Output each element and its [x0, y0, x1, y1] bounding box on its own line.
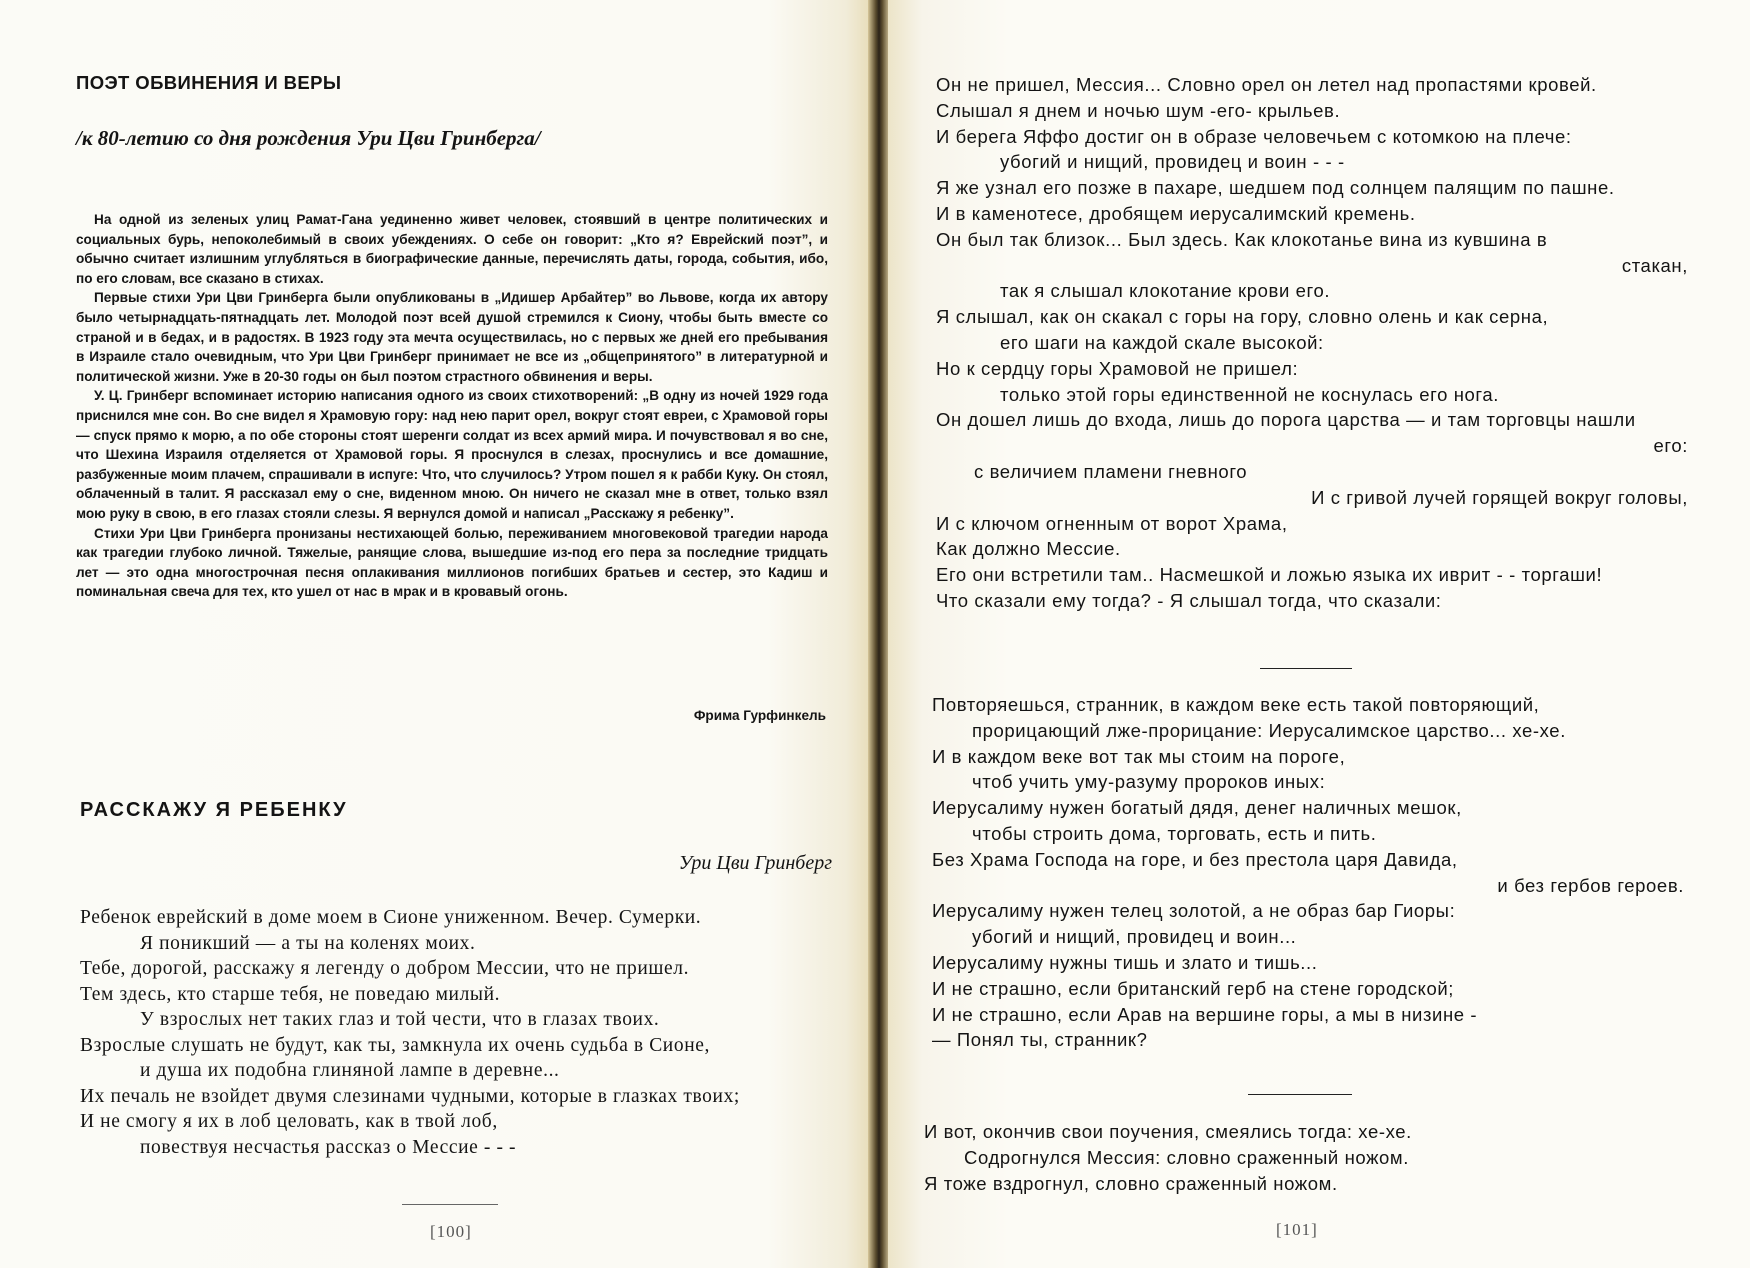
poem-line: Его они встретили там.. Насмешкой и ложью языка их иврит - - торгаши!: [936, 564, 1603, 586]
page-number-text: [100]: [430, 1222, 472, 1241]
article-paragraph: У. Ц. Гринберг вспоминает историю написания одного из своих стихотворений: „В одну из ночей 1929 года приснился мне сон. Во сне видел я Храмовую гору: над нею парит орел, вокруг стоят евреи, с Храмовой горы — спуск прямо к морю, а по обе стороны стоят шеренги солдат из всех армий мира. И почувствовал я во сне, что Шехина Израиля отделяется от Храмовой горы. Я проснулся в слезах, проснулись и все домашние, разбуженные моим плачем, спрашивали в испуге: Что, что случилось? Утром пошел я к рабби Куку. Он стоял, облаченный в талит. Я рассказал ему о сне, виденном мною. Он ничего не сказал мне в ответ, только взял мою руку в свою, в его глазах стояли слезы. Я вернулся домой и написал „Расскажу я ребенку”.: [76, 388, 828, 521]
left-page: [0, 0, 872, 1268]
poem-line: И вот, окончив свои поучения, смеялись тогда: хе-хе.: [924, 1121, 1412, 1142]
poem-line: Их печаль не взойдет двумя слезинами чудными, которые в глазках твоих;: [80, 1085, 740, 1107]
poem-line: И в каменотесе, дробящем иерусалимский кремень.: [936, 202, 1416, 224]
page-number-right: [1276, 1220, 1318, 1240]
poem-line: Я поникший — а ты на коленях моих.: [140, 932, 476, 954]
poem-line: Ребенок еврейский в доме моем в Сионе униженном. Вечер. Сумерки.: [80, 907, 702, 928]
section-divider: [1248, 1094, 1352, 1095]
poem-line: так я слышал клокотание крови его.: [1000, 280, 1331, 302]
poem-line: стакан,: [1621, 254, 1688, 276]
poem-right-stanza-1: [936, 72, 1688, 614]
poem-line: чтобы строить дома, торговать, есть и пить.: [972, 822, 1377, 844]
poem-right-stanza-3: [924, 1119, 1676, 1196]
poem-title: РАССКАЖУ Я РЕБЕНКУ: [80, 799, 348, 821]
poem-line: с величием пламени гневного: [974, 460, 1248, 482]
article-author: Фрима Гурфинкель: [693, 708, 826, 723]
poem-line: — Понял ты, странник?: [932, 1029, 1148, 1051]
article-paragraph: Первые стихи Ури Цви Гринберга были опубликованы в „Идишер Арбайтер” во Львове, когда их автору было четырнадцать-пятнадцать лет. Молодой поэт всей душой стремился к Сиону, чтобы быть вместе со страной и в бедах, и в радостях. В 1923 году эта мечта осуществилась, но с первых же дней его пребывания в Израиле стало очевидным, что Ури Цви Гринберг принимает не все из „общепринятого” в литературной и политической жизни. Уже в 20-30 годы он был поэтом страстного обвинения и веры.: [76, 290, 828, 384]
poem-line: убогий и нищий, провидец и воин...: [972, 926, 1297, 948]
poem-line: Повторяешься, странник, в каждом веке есть такой повторяющий,: [932, 694, 1540, 715]
poem-line: Он был так близок... Был здесь. Как клокотанье вина из кувшина в: [936, 228, 1548, 250]
poem-line: и душа их подобна глиняной лампе в деревне...: [140, 1060, 560, 1081]
poem-line: Я слышал, как он скакал с горы на гору, словно олень и как серна,: [936, 306, 1549, 328]
poem-line: И с гривой лучей горящей вокруг головы,: [1311, 486, 1688, 508]
poem-line: чтоб учить уму-разуму пророков иных:: [972, 771, 1326, 793]
page-number-text: [101]: [1276, 1220, 1318, 1239]
section-divider: [1260, 668, 1352, 669]
poem-line: Тем здесь, кто старше тебя, не поведаю милый.: [80, 983, 501, 1005]
poem-line: И не страшно, если британский герб на стене городской;: [932, 977, 1455, 999]
poem-line: Но к сердцу горы Храмовой не пришел:: [936, 357, 1299, 379]
poem-line: прорицающий лже-прорицание: Иерусалимское царство... хе-хе.: [972, 719, 1566, 741]
article-subtitle: /к 80-летию со дня рождения Ури Цви Гринберга/: [76, 126, 541, 150]
poem-line: Иерусалиму нужен богатый дядя, денег наличных мешок,: [932, 797, 1462, 819]
page-number-left: [430, 1222, 472, 1242]
poem-line: И с ключом огненным от ворот Храма,: [936, 512, 1288, 534]
poem-line: Я тоже вздрогнул, словно сраженный ножом.: [924, 1172, 1338, 1194]
article-title: ПОЭТ ОБВИНЕНИЯ И ВЕРЫ: [76, 72, 342, 93]
article-paragraph: Стихи Ури Цви Гринберга пронизаны нестихающей болью, переживанием многовековой трагедии народа как трагедии глубоко личной. Тяжелые, ранящие слова, вышедшие из-под его пера за последние тридцать лет — это одна многострочная песня оплакивания миллионов погибших братьев и сестер, это Кадиш и поминальная свеча для тех, кто ушел от нас в мрак и в кровавый огонь.: [76, 525, 828, 600]
poem-line: Он не пришел, Мессия... Словно орел он летел над пропастями кровей.: [936, 74, 1597, 95]
poem-line: И не страшно, если Арав на вершине горы, а мы в низине -: [932, 1003, 1478, 1025]
poem-line: Что сказали ему тогда? - Я слышал тогда, что сказали:: [936, 589, 1442, 611]
article-paragraph: На одной из зеленых улиц Рамат-Гана уединенно живет человек, стоявший в центре политических и социальных бурь, непоколебимый в своих убеждениях. О себе он говорит: „Кто я? Еврейский поэт”, и обычно считает излишним углубляться в биографические данные, перечислять даты, города, события, ибо, по его словам, все сказано в стихах.: [76, 212, 828, 286]
poem-line: Он дошел лишь до входа, лишь до порога царства — и там торговцы нашли: [936, 409, 1636, 431]
poem-left-stanza: [80, 905, 840, 1160]
poem-line: только этой горы единственной не коснулась его нога.: [1000, 383, 1499, 405]
poem-line: Иерусалиму нужен телец золотой, а не образ бар Гиоры:: [932, 900, 1456, 922]
poem-line: Слышал я днем и ночью шум -его- крыльев.: [936, 99, 1341, 121]
poem-line: Тебе, дорогой, расскажу я легенду о добром Мессии, что не пришел.: [80, 958, 690, 979]
poem-line: Как должно Мессие.: [936, 538, 1121, 560]
poem-line: его шаги на каждой скале высокой:: [1000, 331, 1324, 353]
poem-line: Без Храма Господа на горе, и без престола царя Давида,: [932, 848, 1458, 870]
poem-right-stanza-2: [932, 692, 1684, 1053]
book-spine: [868, 0, 890, 1268]
poem-author: Ури Цви Гринберг: [678, 852, 832, 874]
poem-line: У взрослых нет таких глаз и той чести, что в глазах твоих.: [140, 1009, 660, 1030]
footer-rule: [402, 1204, 498, 1205]
poem-line: И не смогу я их в лоб целовать, как в твой лоб,: [80, 1111, 498, 1132]
poem-line: Иерусалиму нужны тишь и злато и тишь...: [932, 951, 1318, 973]
poem-line: и без гербов героев.: [1497, 874, 1684, 896]
poem-line: И в каждом веке вот так мы стоим на пороге,: [932, 745, 1346, 767]
right-page: [888, 0, 1750, 1268]
poem-line: И берега Яффо достиг он в образе человечьем с котомкою на плече:: [936, 125, 1572, 147]
poem-line: его:: [1653, 435, 1688, 457]
poem-line: Взрослые слушать не будут, как ты, замкнула их очень судьба в Сионе,: [80, 1034, 710, 1056]
poem-line: повествуя несчастья рассказ о Мессие - - -: [140, 1136, 517, 1158]
poem-line: Я же узнал его позже в пахаре, шедшем под солнцем палящим по пашне.: [936, 177, 1615, 199]
poem-line: убогий и нищий, провидец и воин - - -: [1000, 151, 1345, 173]
article-body: [76, 210, 828, 602]
poem-line: Содрогнулся Мессия: словно сраженный ножом.: [964, 1146, 1409, 1168]
